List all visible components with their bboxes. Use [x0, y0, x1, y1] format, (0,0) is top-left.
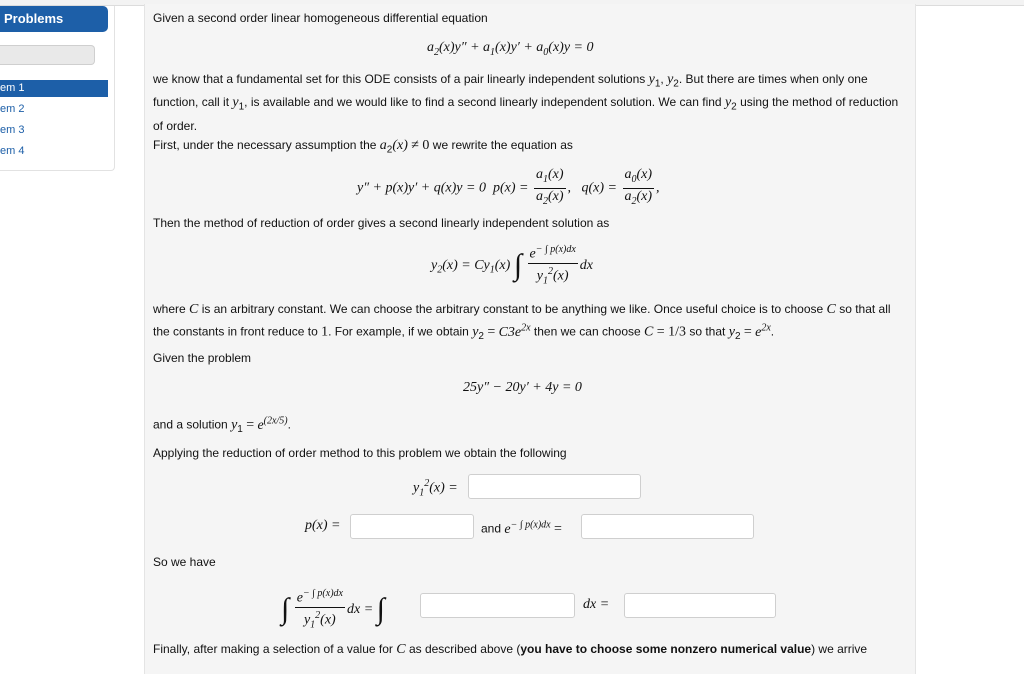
- p-of-x-input[interactable]: [350, 514, 474, 539]
- sidebar-item-problem-4[interactable]: em 4: [0, 145, 25, 157]
- applying-method-text: Applying the reduction of order method to this problem we obtain the following: [153, 446, 567, 460]
- exp-integral-label: and $e^{- \int p(x)dx}$ =: [481, 519, 562, 537]
- so-we-have-label: So we have: [153, 555, 216, 569]
- first-assumption-text: First, under the necessary assumption the $a_2(x) \ne 0$ we rewrite the equation as: [153, 138, 573, 156]
- sidebar-search-box[interactable]: [0, 45, 95, 65]
- sidebar-item-problem-3[interactable]: em 3: [0, 124, 25, 136]
- standard-form-equation: y″ + p(x)y′ + q(x)y = 0 p(x) = $\frac{a_1(x)}{a_2(x)}$ , q(x) = $\frac{a_0(x)}{a_2(x)}$ ,: [357, 167, 660, 207]
- given-solution-text: and a solution $y_1 = e^{(2x/5)}$.: [153, 415, 291, 436]
- specific-ode: 25y″ − 20y′ + 4y = 0: [463, 380, 582, 395]
- y1-squared-label: $y_1^2(x)$ =: [413, 478, 458, 499]
- integrand-input[interactable]: [420, 593, 575, 618]
- y1-squared-input[interactable]: [468, 474, 641, 499]
- sidebar-item-problem-2[interactable]: em 2: [0, 103, 25, 115]
- reduction-formula: $y_2(x) = Cy_1(x)$ ∫ $\frac{e^{- \int p(x)dx}}{y_1^2(x)}$ dx: [431, 244, 593, 287]
- p-of-x-label: p(x) =: [305, 518, 341, 533]
- sidebar-item-problem-1[interactable]: em 1: [0, 80, 108, 97]
- dx-equals-label: dx =: [583, 597, 610, 612]
- exp-integral-input[interactable]: [581, 514, 754, 539]
- integral-setup: ∫ $\frac{e^{- \int p(x)dx}}{y_1^2(x)}$ dx = ∫: [281, 588, 385, 631]
- given-problem-label: Given the problem: [153, 351, 252, 365]
- finally-paragraph: Finally, after making a selection of a value for C as described above (you have to choose some nonzero numerical value) we arrive: [153, 642, 868, 657]
- then-method-text: Then the method of reduction of order gives a second linearly independent solution as: [153, 216, 610, 230]
- problem-content: [144, 4, 916, 674]
- integral-result-input[interactable]: [624, 593, 776, 618]
- arbitrary-constant-paragraph: where C is an arbitrary constant. We can choose the arbitrary constant to be anything we like. Once useful choice is to choose C so that all the constants in front reduce to 1. For example, if we obtain $y_2 = C3e^{2x}$ then we can choose C = 1/3 so that $y_2 = e^{2x}$.: [153, 302, 891, 343]
- problems-tab[interactable]: Problems: [0, 6, 108, 32]
- fundamental-set-paragraph: we know that a fundamental set for this ODE consists of a pair linearly independent solutions $y_1$, $y_2$. But there are times when only one function, call it $y_1$, is available and we would like to find a second linearly independent solution. We can find $y_2$ using the method of reduction of order.: [153, 72, 899, 133]
- intro-text: Given a second order linear homogeneous differential equation: [153, 11, 488, 25]
- ode-general-equation: $a_2(x)y'' + a_1(x)y' + a_0(x)y = 0$: [427, 40, 594, 58]
